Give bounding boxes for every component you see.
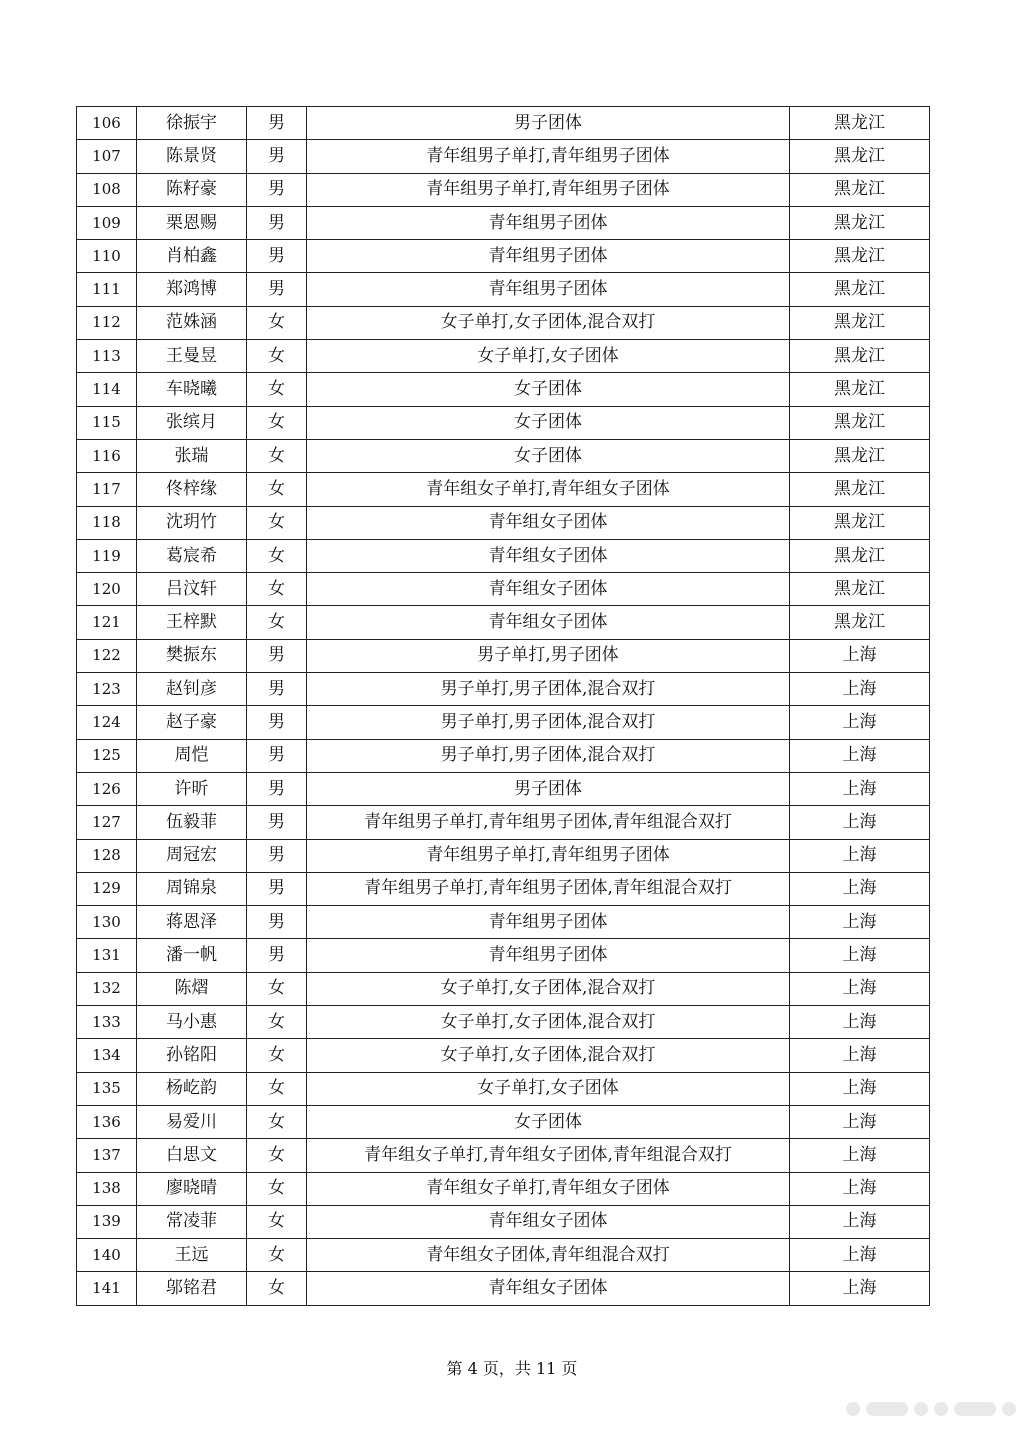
- table-row: [77, 439, 930, 472]
- cell-events: 男子单打,男子团体,混合双打: [307, 673, 790, 706]
- cell-number: 115: [77, 406, 137, 439]
- cell-number: 119: [77, 539, 137, 572]
- cell-name: 陈熠: [137, 972, 247, 1005]
- cell-events: 男子团体: [307, 107, 790, 140]
- cell-region: 黑龙江: [790, 206, 930, 239]
- cell-events: 女子单打,女子团体,混合双打: [307, 306, 790, 339]
- cell-number: 116: [77, 439, 137, 472]
- table-row: [77, 639, 930, 672]
- cell-region: 上海: [790, 1139, 930, 1172]
- cell-events: 男子单打,男子团体: [307, 639, 790, 672]
- cell-number: 121: [77, 606, 137, 639]
- cell-number: 134: [77, 1039, 137, 1072]
- roster-table-body: [77, 107, 930, 1306]
- cell-name: 周恺: [137, 739, 247, 772]
- cell-events: 男子单打,男子团体,混合双打: [307, 739, 790, 772]
- cell-gender: 男: [247, 806, 307, 839]
- cell-gender: 女: [247, 1039, 307, 1072]
- cell-region: 上海: [790, 772, 930, 805]
- cell-name: 张瑞: [137, 439, 247, 472]
- table-row: [77, 240, 930, 273]
- cell-number: 133: [77, 1006, 137, 1039]
- table-row: [77, 839, 930, 872]
- watermark-dot: [914, 1402, 928, 1416]
- cell-gender: 男: [247, 772, 307, 805]
- cell-gender: 男: [247, 273, 307, 306]
- cell-number: 112: [77, 306, 137, 339]
- cell-number: 113: [77, 340, 137, 373]
- cell-name: 肖柏鑫: [137, 240, 247, 273]
- cell-events: 女子团体: [307, 406, 790, 439]
- cell-number: 136: [77, 1105, 137, 1138]
- table-row: [77, 406, 930, 439]
- cell-number: 140: [77, 1239, 137, 1272]
- cell-region: 上海: [790, 1205, 930, 1238]
- cell-gender: 男: [247, 107, 307, 140]
- cell-number: 118: [77, 506, 137, 539]
- cell-events: 女子单打,女子团体: [307, 1072, 790, 1105]
- cell-name: 陈籽豪: [137, 173, 247, 206]
- table-row: [77, 673, 930, 706]
- watermark-bar: [954, 1402, 996, 1416]
- table-row: [77, 473, 930, 506]
- cell-name: 杨屹韵: [137, 1072, 247, 1105]
- cell-name: 许昕: [137, 772, 247, 805]
- cell-number: 138: [77, 1172, 137, 1205]
- cell-gender: 女: [247, 340, 307, 373]
- cell-region: 上海: [790, 806, 930, 839]
- cell-name: 王梓默: [137, 606, 247, 639]
- cell-name: 常凌菲: [137, 1205, 247, 1238]
- cell-name: 伍毅菲: [137, 806, 247, 839]
- cell-events: 男子团体: [307, 772, 790, 805]
- table-row: [77, 1205, 930, 1238]
- cell-name: 栗恩赐: [137, 206, 247, 239]
- table-row: [77, 1272, 930, 1305]
- cell-events: 青年组女子单打,青年组女子团体: [307, 1172, 790, 1205]
- cell-name: 蒋恩泽: [137, 906, 247, 939]
- watermark-dot: [1002, 1402, 1016, 1416]
- cell-events: 青年组男子团体: [307, 240, 790, 273]
- cell-events: 青年组女子单打,青年组女子团体,青年组混合双打: [307, 1139, 790, 1172]
- cell-number: 128: [77, 839, 137, 872]
- cell-gender: 女: [247, 406, 307, 439]
- cell-name: 易爱川: [137, 1105, 247, 1138]
- table-row: [77, 340, 930, 373]
- table-row: [77, 872, 930, 905]
- cell-gender: 男: [247, 639, 307, 672]
- cell-name: 赵子豪: [137, 706, 247, 739]
- table-row: [77, 739, 930, 772]
- cell-number: 124: [77, 706, 137, 739]
- roster-table: [76, 106, 930, 1306]
- cell-region: 上海: [790, 939, 930, 972]
- cell-events: 青年组男子团体: [307, 906, 790, 939]
- cell-events: 青年组女子单打,青年组女子团体: [307, 473, 790, 506]
- cell-number: 109: [77, 206, 137, 239]
- cell-events: 男子单打,男子团体,混合双打: [307, 706, 790, 739]
- cell-name: 马小惠: [137, 1006, 247, 1039]
- cell-name: 樊振东: [137, 639, 247, 672]
- cell-name: 王远: [137, 1239, 247, 1272]
- cell-gender: 女: [247, 1239, 307, 1272]
- cell-events: 女子团体: [307, 373, 790, 406]
- cell-gender: 女: [247, 606, 307, 639]
- cell-name: 白思文: [137, 1139, 247, 1172]
- cell-number: 131: [77, 939, 137, 972]
- table-row: [77, 1139, 930, 1172]
- cell-events: 青年组女子团体: [307, 1205, 790, 1238]
- cell-number: 111: [77, 273, 137, 306]
- table-row: [77, 972, 930, 1005]
- table-row: [77, 173, 930, 206]
- cell-name: 郑鸿博: [137, 273, 247, 306]
- cell-number: 125: [77, 739, 137, 772]
- table-row: [77, 107, 930, 140]
- cell-name: 王曼昱: [137, 340, 247, 373]
- cell-gender: 男: [247, 906, 307, 939]
- cell-region: 上海: [790, 706, 930, 739]
- cell-name: 孙铭阳: [137, 1039, 247, 1072]
- cell-gender: 男: [247, 673, 307, 706]
- cell-region: 黑龙江: [790, 573, 930, 606]
- cell-region: 黑龙江: [790, 306, 930, 339]
- cell-gender: 男: [247, 839, 307, 872]
- cell-gender: 男: [247, 173, 307, 206]
- watermark-dot: [934, 1402, 948, 1416]
- table-row: [77, 573, 930, 606]
- cell-gender: 女: [247, 1072, 307, 1105]
- cell-gender: 女: [247, 972, 307, 1005]
- cell-number: 110: [77, 240, 137, 273]
- cell-name: 邬铭君: [137, 1272, 247, 1305]
- page-footer: 第 4 页，共 11 页: [446, 1359, 578, 1378]
- cell-number: 129: [77, 872, 137, 905]
- cell-events: 女子单打,女子团体,混合双打: [307, 1006, 790, 1039]
- cell-events: 青年组女子团体: [307, 606, 790, 639]
- cell-region: 上海: [790, 739, 930, 772]
- cell-region: 上海: [790, 1006, 930, 1039]
- table-row: [77, 1172, 930, 1205]
- cell-region: 上海: [790, 872, 930, 905]
- cell-gender: 女: [247, 1105, 307, 1138]
- cell-gender: 女: [247, 473, 307, 506]
- cell-region: 黑龙江: [790, 140, 930, 173]
- cell-region: 上海: [790, 839, 930, 872]
- cell-events: 青年组男子团体: [307, 273, 790, 306]
- table-row: [77, 772, 930, 805]
- table-row: [77, 706, 930, 739]
- watermark-dot: [846, 1402, 860, 1416]
- table-row: [77, 506, 930, 539]
- cell-events: 女子单打,女子团体: [307, 340, 790, 373]
- cell-name: 车晓曦: [137, 373, 247, 406]
- cell-gender: 女: [247, 373, 307, 406]
- cell-gender: 女: [247, 306, 307, 339]
- cell-name: 陈景贤: [137, 140, 247, 173]
- cell-events: 青年组女子团体: [307, 1272, 790, 1305]
- cell-name: 张缤月: [137, 406, 247, 439]
- table-row: [77, 1105, 930, 1138]
- table-row: [77, 806, 930, 839]
- cell-gender: 男: [247, 939, 307, 972]
- cell-region: 上海: [790, 906, 930, 939]
- cell-name: 葛宸希: [137, 539, 247, 572]
- cell-region: 黑龙江: [790, 539, 930, 572]
- cell-region: 上海: [790, 972, 930, 1005]
- cell-region: 黑龙江: [790, 373, 930, 406]
- cell-name: 赵钊彦: [137, 673, 247, 706]
- cell-region: 黑龙江: [790, 439, 930, 472]
- cell-events: 青年组男子单打,青年组男子团体: [307, 140, 790, 173]
- cell-region: 上海: [790, 639, 930, 672]
- cell-region: 黑龙江: [790, 273, 930, 306]
- cell-gender: 女: [247, 1272, 307, 1305]
- cell-number: 139: [77, 1205, 137, 1238]
- cell-events: 青年组男子单打,青年组男子团体: [307, 839, 790, 872]
- table-row: [77, 1239, 930, 1272]
- cell-gender: 女: [247, 439, 307, 472]
- table-row: [77, 539, 930, 572]
- cell-number: 123: [77, 673, 137, 706]
- cell-region: 黑龙江: [790, 173, 930, 206]
- cell-region: 上海: [790, 1272, 930, 1305]
- cell-gender: 男: [247, 140, 307, 173]
- cell-region: 上海: [790, 673, 930, 706]
- table-row: [77, 1072, 930, 1105]
- cell-gender: 女: [247, 573, 307, 606]
- table-row: [77, 373, 930, 406]
- cell-gender: 女: [247, 506, 307, 539]
- cell-events: 女子单打,女子团体,混合双打: [307, 972, 790, 1005]
- cell-region: 上海: [790, 1105, 930, 1138]
- cell-name: 周锦泉: [137, 872, 247, 905]
- cell-number: 117: [77, 473, 137, 506]
- cell-region: 黑龙江: [790, 473, 930, 506]
- cell-events: 青年组女子团体,青年组混合双打: [307, 1239, 790, 1272]
- table-row: [77, 606, 930, 639]
- cell-gender: 男: [247, 872, 307, 905]
- cell-events: 青年组男子团体: [307, 206, 790, 239]
- cell-events: 青年组男子团体: [307, 939, 790, 972]
- cell-events: 青年组女子团体: [307, 573, 790, 606]
- cell-events: 青年组男子单打,青年组男子团体,青年组混合双打: [307, 806, 790, 839]
- cell-region: 上海: [790, 1239, 930, 1272]
- cell-number: 132: [77, 972, 137, 1005]
- cell-gender: 女: [247, 1205, 307, 1238]
- cell-number: 108: [77, 173, 137, 206]
- cell-region: 黑龙江: [790, 340, 930, 373]
- cell-name: 廖晓晴: [137, 1172, 247, 1205]
- cell-region: 黑龙江: [790, 606, 930, 639]
- watermark-bar: [866, 1402, 908, 1416]
- table-row: [77, 939, 930, 972]
- cell-events: 青年组女子团体: [307, 539, 790, 572]
- cell-gender: 男: [247, 206, 307, 239]
- cell-name: 吕汶轩: [137, 573, 247, 606]
- cell-gender: 男: [247, 739, 307, 772]
- cell-number: 141: [77, 1272, 137, 1305]
- cell-events: 女子团体: [307, 1105, 790, 1138]
- cell-gender: 男: [247, 240, 307, 273]
- cell-number: 114: [77, 373, 137, 406]
- watermark: [846, 1402, 1016, 1416]
- cell-events: 青年组男子单打,青年组男子团体: [307, 173, 790, 206]
- cell-region: 黑龙江: [790, 240, 930, 273]
- table-row: [77, 306, 930, 339]
- cell-gender: 女: [247, 1139, 307, 1172]
- cell-region: 上海: [790, 1039, 930, 1072]
- cell-gender: 女: [247, 1006, 307, 1039]
- cell-number: 122: [77, 639, 137, 672]
- cell-gender: 男: [247, 706, 307, 739]
- cell-number: 135: [77, 1072, 137, 1105]
- cell-number: 120: [77, 573, 137, 606]
- cell-events: 女子团体: [307, 439, 790, 472]
- cell-number: 130: [77, 906, 137, 939]
- cell-name: 徐振宇: [137, 107, 247, 140]
- table-row: [77, 1039, 930, 1072]
- cell-events: 青年组男子单打,青年组男子团体,青年组混合双打: [307, 872, 790, 905]
- cell-name: 潘一帆: [137, 939, 247, 972]
- cell-number: 127: [77, 806, 137, 839]
- cell-region: 黑龙江: [790, 107, 930, 140]
- cell-region: 上海: [790, 1072, 930, 1105]
- table-row: [77, 1006, 930, 1039]
- cell-region: 上海: [790, 1172, 930, 1205]
- cell-region: 黑龙江: [790, 406, 930, 439]
- cell-events: 青年组女子团体: [307, 506, 790, 539]
- cell-gender: 女: [247, 539, 307, 572]
- cell-number: 106: [77, 107, 137, 140]
- table-row: [77, 206, 930, 239]
- table-row: [77, 273, 930, 306]
- cell-name: 周冠宏: [137, 839, 247, 872]
- cell-events: 女子单打,女子团体,混合双打: [307, 1039, 790, 1072]
- table-row: [77, 906, 930, 939]
- cell-name: 佟梓缘: [137, 473, 247, 506]
- cell-number: 126: [77, 772, 137, 805]
- cell-name: 沈玥竹: [137, 506, 247, 539]
- cell-number: 107: [77, 140, 137, 173]
- cell-name: 范姝涵: [137, 306, 247, 339]
- cell-region: 黑龙江: [790, 506, 930, 539]
- cell-gender: 女: [247, 1172, 307, 1205]
- cell-number: 137: [77, 1139, 137, 1172]
- table-row: [77, 140, 930, 173]
